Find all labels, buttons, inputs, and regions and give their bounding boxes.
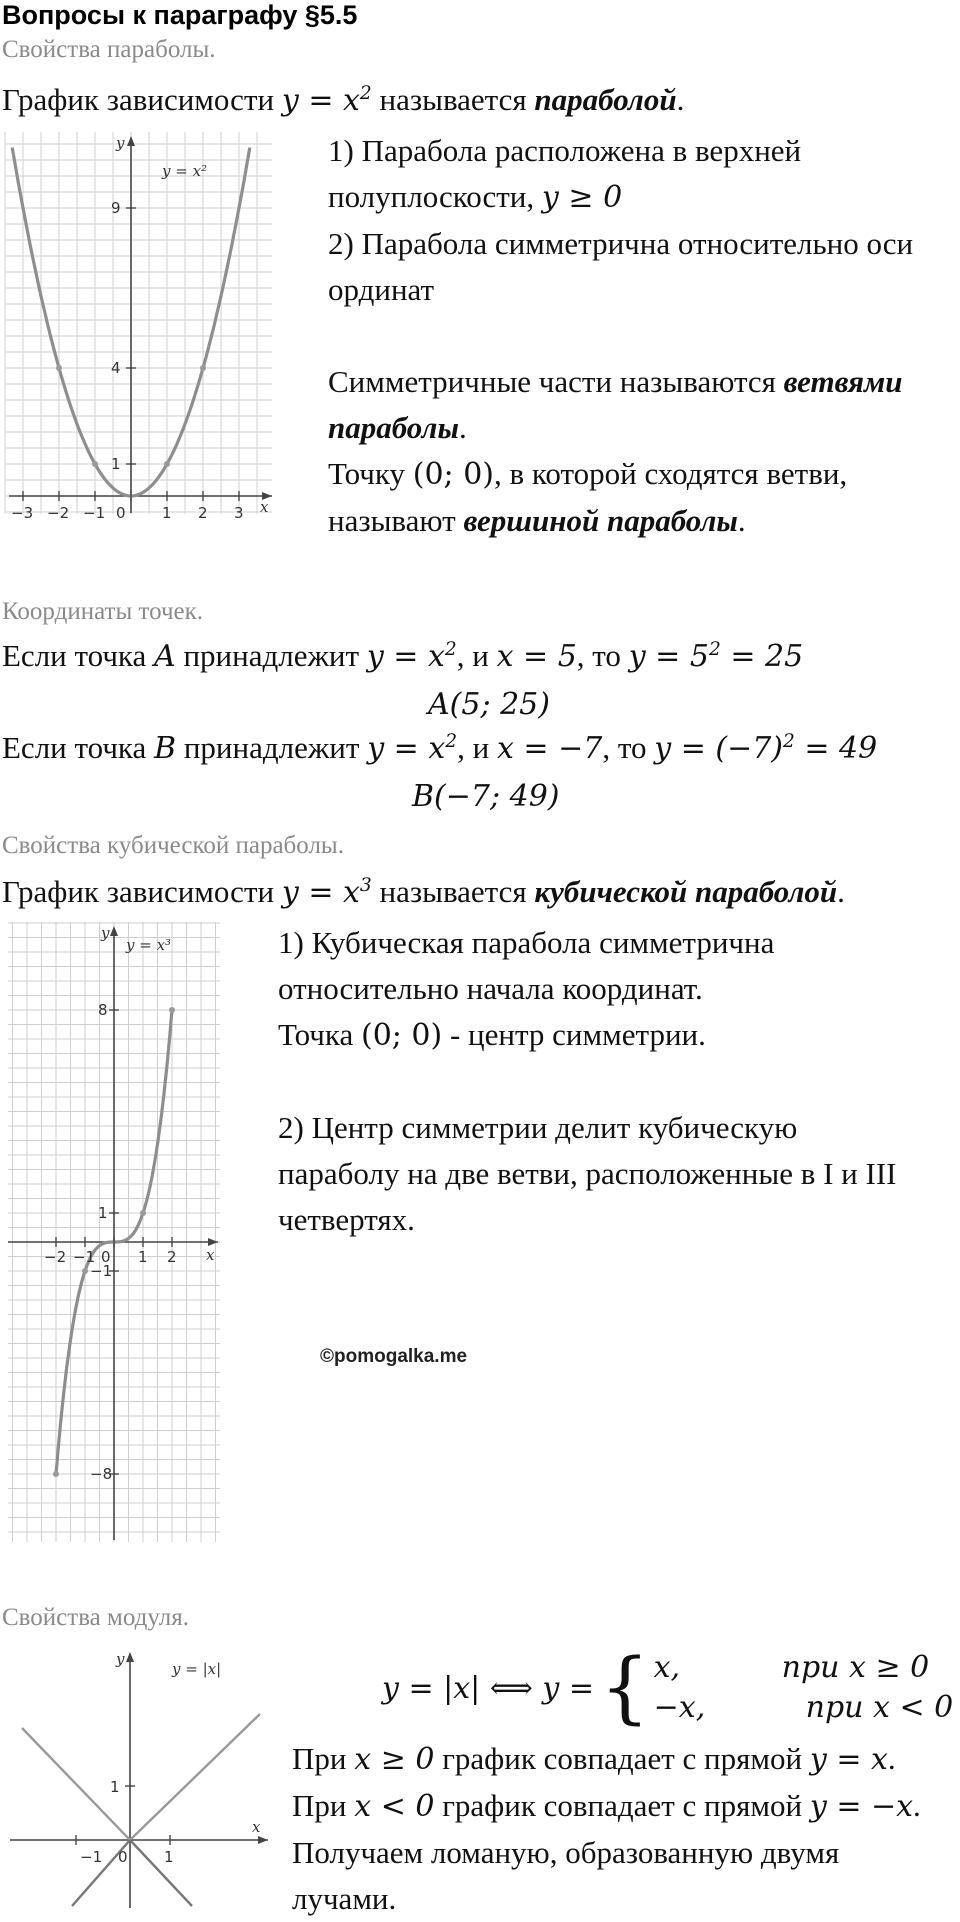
curve-point — [82, 1268, 88, 1274]
section-title-coords: Координаты точек. — [2, 598, 204, 625]
ray-positive — [130, 1714, 260, 1840]
term-parabola: параболой — [534, 82, 677, 117]
property-1-cont: полуплоскости, y ≥ 0 — [328, 179, 623, 215]
curve-label: y = x² — [162, 162, 208, 180]
curve-label: y = x³ — [126, 936, 172, 954]
cubic-properties — [278, 920, 896, 1243]
branches-line-cont: параболы. — [328, 410, 467, 445]
modulus-line-4: лучами. — [292, 1881, 397, 1916]
curve-point — [200, 365, 206, 371]
modulus-line-1: При x ≥ 0 график совпадает с прямой y = x. — [292, 1741, 896, 1777]
property-1: 1) Кубическая парабола симметрична — [278, 925, 775, 960]
y-tick: 1 — [111, 455, 121, 473]
property-2-cont: параболу на две ветви, расположенные в I и III — [278, 1156, 897, 1191]
watermark: ©pomogalka.me — [320, 1346, 468, 1367]
curve-label: y = |x| — [172, 1660, 222, 1678]
property-2: 2) Парабола симметрична относительно оси — [328, 226, 914, 261]
point-b-result: B(−7; 49) — [412, 779, 560, 814]
point-a-result: A(5; 25) — [428, 687, 550, 722]
vertex-line: Точку (0; 0), в которой сходятся ветви, — [328, 456, 848, 492]
modulus-line-2: При x < 0 график совпадает с прямой y = −x. — [292, 1788, 921, 1824]
y-tick: −1 — [90, 1262, 113, 1280]
curve-point — [56, 365, 62, 371]
vertex-line-cont: называют вершиной параболы. — [328, 503, 746, 538]
y-tick: 9 — [111, 199, 121, 217]
section-title-modulus: Свойства модуля. — [2, 1604, 189, 1631]
x-tick: −1 — [83, 504, 106, 518]
x-tick: −2 — [44, 1248, 67, 1266]
y-tick-1: 1 — [110, 1778, 120, 1796]
modulus-text — [292, 1736, 921, 1922]
section-title-parabola: Свойства параболы. — [2, 36, 216, 63]
x-axis-label: x — [260, 498, 269, 516]
parabola-graph — [4, 128, 276, 518]
y-axis-label: y — [116, 1650, 125, 1668]
y-tick: 1 — [98, 1204, 108, 1222]
x-tick: 2 — [198, 504, 208, 518]
property-2-end: четвертях. — [278, 1202, 415, 1237]
page-heading: Вопросы к параграфу §5.5 — [2, 0, 358, 30]
x-axis-label: x — [206, 1246, 215, 1264]
curve-point — [164, 461, 170, 467]
x-tick: 1 — [162, 504, 172, 518]
modulus-line-3: Получаем ломаную, образованную двумя — [292, 1835, 840, 1870]
parabola-properties — [328, 128, 913, 544]
x-tick: 0 — [116, 504, 126, 518]
x-tick: 3 — [234, 504, 244, 518]
y-tick: −8 — [90, 1465, 113, 1483]
x-tick: −3 — [11, 504, 34, 518]
formula-y-x2: $y = x^2$ — [281, 83, 372, 118]
x-tick-0: 0 — [118, 1848, 128, 1866]
x-tick: 0 — [101, 1248, 111, 1266]
curve-point — [140, 1210, 146, 1216]
y-axis-label: y — [101, 924, 110, 942]
cubic-graph — [6, 920, 222, 1545]
curve-point — [169, 1007, 175, 1013]
parabola-intro: График зависимости $y = x^2$ называется параболой. — [2, 82, 685, 118]
property-1: 1) Парабола расположена в верхней — [328, 133, 802, 168]
y-axis-label: y — [116, 134, 125, 152]
x-tick: −2 — [47, 504, 70, 518]
cubic-intro: График зависимости $y = x^3$ называется кубической параболой. — [2, 874, 845, 910]
line-y-x-lower — [130, 1840, 192, 1906]
curve-point — [53, 1471, 59, 1477]
point-b-line: Если точка B принадлежит $y = x^2$, и x = −7, то $y = (-7)^2 = 49$ — [2, 730, 878, 766]
section-title-cubic: Свойства кубической параболы. — [2, 832, 344, 859]
curly-brace-icon: { — [600, 1643, 650, 1733]
modulus-graph — [6, 1644, 276, 1912]
x-tick: −1 — [73, 1248, 96, 1266]
term-cubic-parabola: кубической параболой — [534, 874, 838, 909]
x-tick-neg1: −1 — [80, 1848, 103, 1866]
modulus-definition: y = |x| ⟺ y = { x, при x ≥ 0 −x, при x < 0 — [382, 1643, 954, 1733]
branches-line: Симметричные части называются ветвями — [328, 364, 903, 399]
curve-point — [92, 461, 98, 467]
x-axis-label: x — [252, 1818, 261, 1836]
x-tick: 1 — [138, 1248, 148, 1266]
property-2: 2) Центр симметрии делит кубическую — [278, 1110, 798, 1145]
property-1-cont: относительно начала координат. — [278, 971, 703, 1006]
y-tick: 4 — [111, 359, 121, 377]
property-2-cont: ординат — [328, 272, 435, 307]
x-tick-1: 1 — [164, 1848, 174, 1866]
point-a-line: Если точка A принадлежит $y = x^2$, и x = 5, то $y = 5^2 = 25$ — [2, 638, 804, 674]
y-tick: 8 — [98, 1001, 108, 1019]
center-line: Точка (0; 0) - центр симметрии. — [278, 1017, 706, 1053]
x-tick: 2 — [167, 1248, 177, 1266]
